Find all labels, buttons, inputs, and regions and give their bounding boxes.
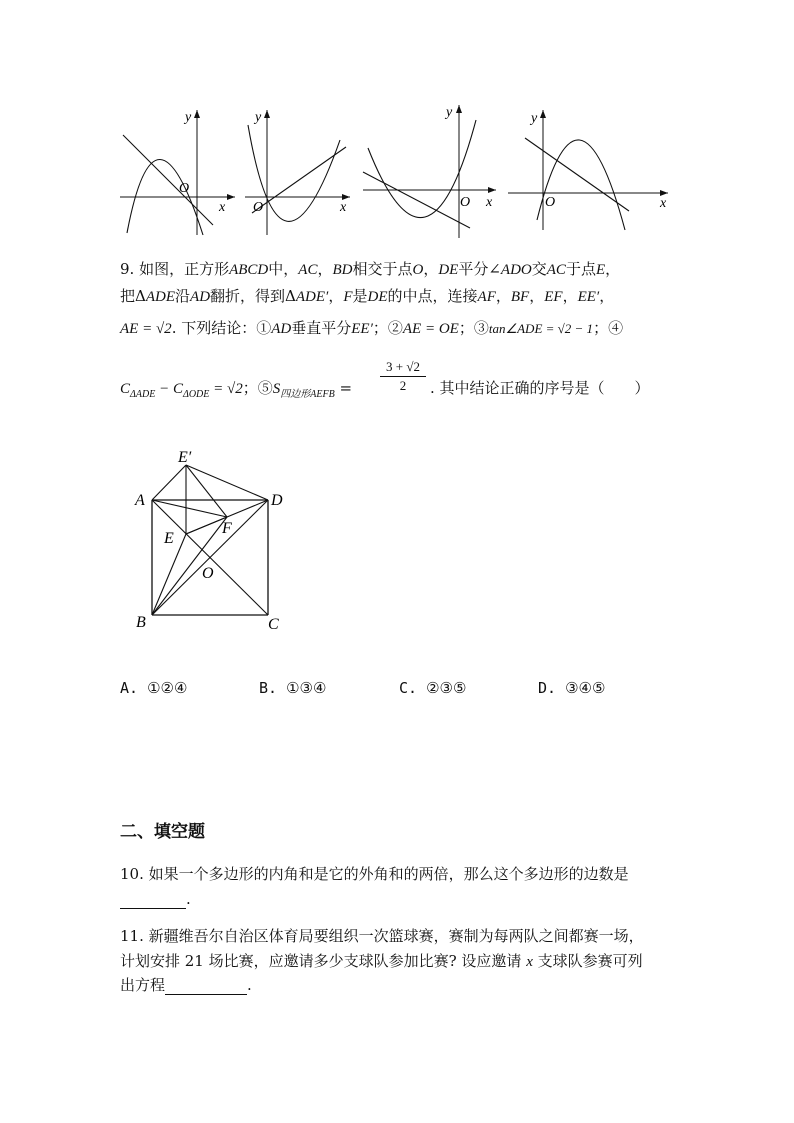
graph-3	[358, 100, 503, 240]
graph-1-y-label: y	[185, 110, 192, 125]
label-f: F	[222, 520, 232, 537]
label-e-prime: E′	[178, 449, 192, 466]
graph-1-origin-label: O	[179, 181, 190, 196]
graph-2	[240, 105, 355, 240]
square-figure	[130, 445, 290, 635]
option-d[interactable]: D. ③④⑤	[538, 679, 606, 697]
option-c[interactable]: C. ②③⑤	[399, 679, 467, 697]
label-c: C	[268, 616, 279, 633]
graph-4	[503, 105, 673, 240]
q9-fraction	[380, 358, 426, 394]
graph-4-y-label: y	[531, 111, 538, 126]
q9-line-3: AE = √2. 下列结论：①AD垂直平分EE′；②AE = OE；③tan∠ADE = √2 − 1；④	[120, 319, 624, 337]
q11-line-2: 计划安排 21 场比赛，应邀请多少支球队参加比赛? 设应邀请 x 支球队参赛可列	[120, 952, 643, 970]
graph-4-origin-label: O	[545, 195, 556, 210]
q11-line-1: 11. 新疆维吾尔自治区体育局要组织一次篮球赛，赛制为每两队之间都赛一场，	[120, 927, 644, 945]
q11-answer-blank[interactable]	[165, 980, 247, 995]
q9-line-1: 9. 如图，正方形ABCD中，AC，BD相交于点O，DE平分∠ADO交AC于点E，	[120, 260, 621, 278]
graph-4-x-label: x	[660, 196, 667, 211]
graph-3-y-label: y	[446, 105, 453, 120]
label-o: O	[202, 565, 214, 582]
option-a[interactable]: A. ①②④	[120, 679, 188, 697]
fraction-denominator: 2	[380, 376, 426, 394]
graph-1	[115, 105, 240, 240]
segment-de-prime	[186, 465, 268, 500]
fraction-numerator: 3 + √2	[386, 359, 420, 374]
q9-line-4: $C_{\Delta ADE} - C_{\Delta ODE} = √2$；$⑤S_{四边形AEFB}$ =	[120, 379, 353, 400]
label-b: B	[136, 614, 146, 631]
segment-ae-prime	[152, 465, 186, 500]
option-b[interactable]: B. ①③④	[259, 679, 327, 697]
graph-3-origin-label: O	[460, 195, 471, 210]
q9-line-2: 把ΔADE沿AD翻折，得到ΔADE′，F是DE的中点，连接AF，BF，EF，EE′，	[120, 287, 615, 305]
label-d: D	[271, 492, 283, 509]
label-a: A	[135, 492, 145, 509]
label-e: E	[164, 530, 174, 547]
q10-answer-blank[interactable]	[120, 894, 186, 909]
graph-2-x-label: x	[340, 200, 347, 215]
graph-2-origin-label: O	[253, 200, 264, 215]
q9-line-4-end: . 其中结论正确的序号是（ ）	[430, 379, 650, 397]
graph-2-y-label: y	[255, 110, 262, 125]
graph-1-x-label: x	[219, 200, 226, 215]
graph-3-x-label: x	[486, 195, 493, 210]
section-2-title: 二、填空题	[120, 822, 205, 842]
q10-line-1: 10. 如果一个多边形的内角和是它的外角和的两倍，那么这个多边形的边数是	[120, 865, 629, 883]
q10-line-2: .	[120, 889, 191, 909]
q11-line-3: 出方程 .	[120, 976, 252, 994]
